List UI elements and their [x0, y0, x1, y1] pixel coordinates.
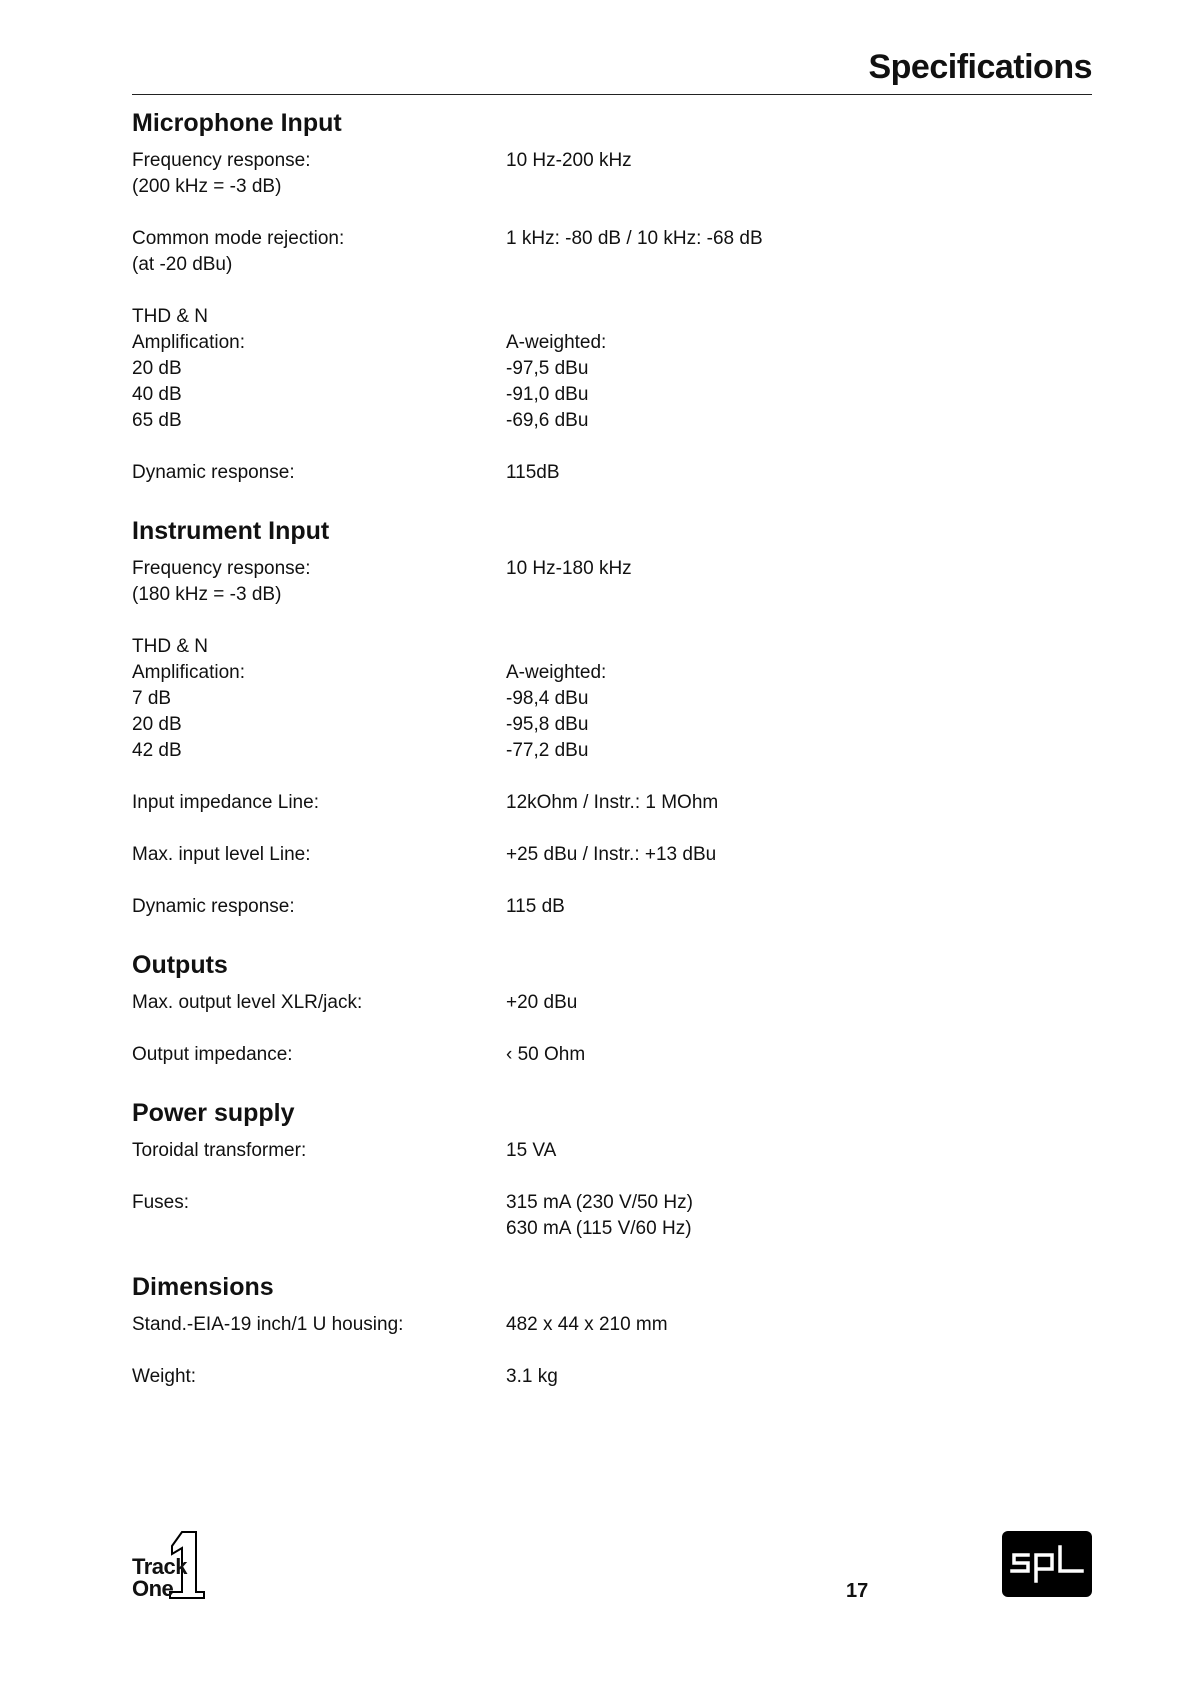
section-dimensions [132, 1268, 1092, 1390]
spec-value: 15 VA [506, 1140, 557, 1161]
section-outputs [132, 946, 1092, 1068]
spec-value: 115 dB [506, 896, 565, 917]
spec-row [132, 790, 1092, 816]
spec-label: Toroidal transformer: [132, 1140, 307, 1161]
spec-value: 482 x 44 x 210 mm [506, 1314, 668, 1335]
track-one-logo [130, 1528, 210, 1600]
page-title: Specifications [868, 48, 1092, 86]
spec-value: +25 dBu / Instr.: +13 dBu [506, 844, 717, 865]
spl-logo [1002, 1531, 1092, 1597]
section-microphone-input [132, 104, 1092, 486]
spec-value: A-weighted: -97,5 dBu -91,0 dBu -69,6 dBu [506, 332, 607, 431]
spec-row [132, 894, 1092, 920]
spec-row [132, 556, 1092, 608]
spec-row [132, 226, 1092, 278]
spec-row [132, 304, 1092, 434]
spl-logo-icon [1002, 1531, 1092, 1597]
spec-label: Max. output level XLR/jack: [132, 992, 363, 1013]
spec-label: Max. input level Line: [132, 844, 311, 865]
spec-row [132, 1312, 1092, 1338]
section-heading: Power supply [132, 1099, 295, 1127]
spec-row [132, 1042, 1092, 1068]
track-one-logo-line1: Track [132, 1554, 187, 1579]
spec-label: Weight: [132, 1366, 197, 1387]
spec-label: THD & N Amplification: 7 dB 20 dB 42 dB [132, 636, 245, 761]
spec-label: Dynamic response: [132, 462, 295, 483]
spec-content [132, 104, 1092, 1416]
spec-label: Dynamic response: [132, 896, 295, 917]
section-instrument-input [132, 512, 1092, 920]
spec-value: 10 Hz-180 kHz [506, 558, 632, 579]
spec-row [132, 1364, 1092, 1390]
section-power-supply [132, 1094, 1092, 1242]
spec-row [132, 842, 1092, 868]
spec-value: 315 mA (230 V/50 Hz) 630 mA (115 V/60 Hz) [506, 1192, 693, 1239]
spec-row [132, 460, 1092, 486]
spec-value: 115dB [506, 462, 560, 483]
page-number: 17 [846, 1580, 869, 1602]
spec-value: +20 dBu [506, 992, 578, 1013]
spec-row [132, 634, 1092, 764]
section-heading: Instrument Input [132, 517, 330, 545]
spec-value: A-weighted: -98,4 dBu -95,8 dBu -77,2 dBu [506, 662, 607, 761]
spec-label: Fuses: [132, 1192, 190, 1213]
spec-value: 3.1 kg [506, 1366, 558, 1387]
section-heading: Dimensions [132, 1273, 274, 1301]
spec-label: Output impedance: [132, 1044, 293, 1065]
spec-label: Frequency response: (180 kHz = -3 dB) [132, 558, 311, 605]
track-one-logo-line2: One [132, 1576, 174, 1601]
spec-row [132, 1190, 1092, 1242]
spec-label: THD & N Amplification: 20 dB 40 dB 65 dB [132, 306, 245, 431]
spec-value: ‹ 50 Ohm [506, 1044, 586, 1065]
title-divider [132, 94, 1092, 95]
spec-label: Frequency response: (200 kHz = -3 dB) [132, 150, 311, 197]
spec-value: 10 Hz-200 kHz [506, 150, 632, 171]
spec-row [132, 1138, 1092, 1164]
spec-row [132, 148, 1092, 200]
spec-value: 1 kHz: -80 dB / 10 kHz: -68 dB [506, 228, 763, 249]
spec-label: Input impedance Line: [132, 792, 319, 813]
section-heading: Microphone Input [132, 109, 342, 137]
section-heading: Outputs [132, 951, 228, 979]
spec-row [132, 990, 1092, 1016]
spec-value: 12kOhm / Instr.: 1 MOhm [506, 792, 719, 813]
spec-label: Stand.-EIA-19 inch/1 U housing: [132, 1314, 404, 1335]
spec-label: Common mode rejection: (at -20 dBu) [132, 228, 345, 275]
